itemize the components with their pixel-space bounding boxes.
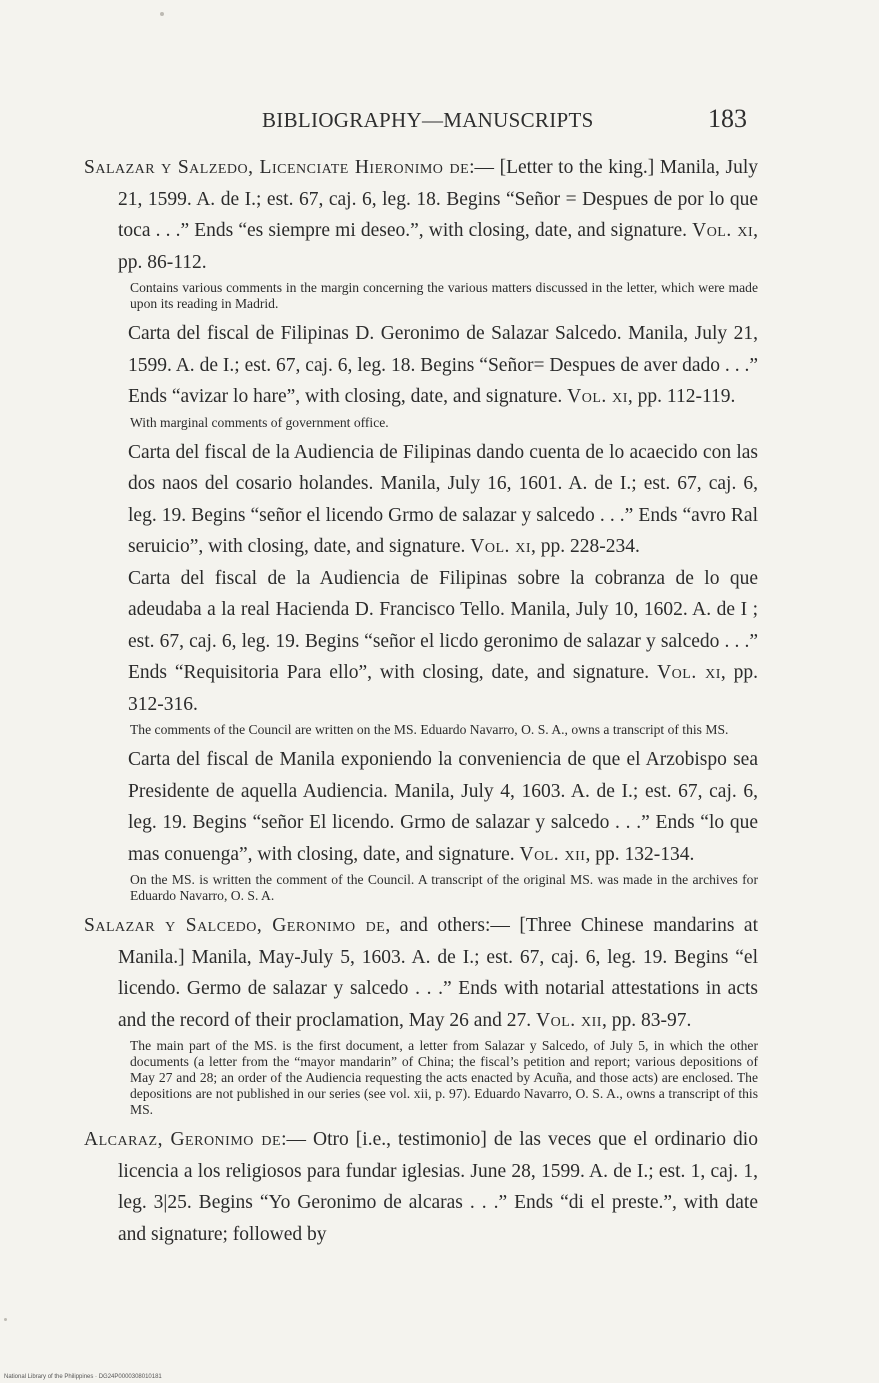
entry-body: Carta del fiscal de la Audiencia de Filipinas sobre la cobranza de lo que adeudaba a la real Hacienda D. Francisco Tello. Manila, July 10, 1602. A. de I ; est. 67, caj. 6, leg. 19. Begins “señor el licdo geronimo de salazar y salcedo . . .” Ends “Requisitoria Para ello”, with closing, date, and signature. (128, 567, 758, 683)
entry-text (84, 1124, 758, 1250)
entry-text (118, 318, 758, 413)
entry-note: The comments of the Council are written on the MS. Eduardo Navarro, O. S. A., owns a transcript of this MS. (130, 722, 729, 737)
header-title: BIBLIOGRAPHY—MANUSCRIPTS (262, 108, 594, 132)
bibliography-entries (84, 152, 759, 1250)
entry-note: On the MS. is written the comment of the Council. A transcript of the original MS. was made in the archives for Eduardo Navarro, O. S. A. (130, 872, 758, 903)
page-range: , pp. 132-134. (585, 843, 695, 865)
volume-label: Vol. xii (536, 1009, 602, 1031)
entry-body: :— [Letter to the king.] Manila, July 21, 1599. A. de I.; est. 67, caj. 6, leg. 18. Begins “Señor = Despues de por lo que toca . . .” Ends “es siempre mi deseo.”, with closing, date, and signature. (118, 157, 758, 241)
entry-author: Salazar y Salcedo, Geronimo de (84, 915, 386, 936)
entry-1 (84, 152, 758, 312)
entry-body: , and others:— [Three Chinese mandarins at Manila.] Manila, May-July 5, 1603. A. de I.; est. 67, caj. 6, leg. 19. Begins “el licendo. Germo de salazar y salcedo . . .” Ends with notarial attestations in acts and the record of their proclamation, May 26 and 27. (118, 915, 759, 1031)
entry-author: Alcaraz, Geronimo de (84, 1129, 282, 1150)
entry-3 (118, 437, 758, 563)
entry-author: Salazar y Salzedo, Licenciate Hieronimo de (84, 157, 470, 178)
entry-text (84, 152, 758, 278)
page-range: , pp. 86-112. (118, 220, 758, 273)
entry-text (118, 744, 758, 870)
page-range: , pp. 83-97. (601, 1009, 692, 1031)
entry-body: Carta del fiscal de Manila exponiendo la conveniencia de que el Arzobispo sea Presidente de aquella Audiencia. Manila, July 4, 1603. A. de I.; est. 67, caj. 6, leg. 19. Begins “señor El licendo. Grmo de salazar y salcedo . . .” Ends “lo que mas conuenga”, with closing, date, and signature. (128, 749, 758, 865)
page-range: , pp. 112-119. (627, 386, 736, 407)
entry-body: Carta del fiscal de Filipinas D. Geronimo de Salazar Salcedo. Manila, July 21, 1599. A. de I.; est. 67, caj. 6, leg. 18. Begins “Señor= Despues de aver dado . . .” Ends “avizar lo hare”, with closing, date, and signature. (128, 323, 758, 407)
entry-7 (84, 1124, 758, 1250)
entry-5 (118, 744, 758, 904)
page-number: 183 (708, 104, 747, 133)
entry-note: The main part of the MS. is the first document, a letter from Salazar y Salcedo, of July 5, in which the other documents (a letter from the “mayor mandarin” of China; the fiscal’s petition and report; various depositions of May 27 and 28; an order of the Audiencia requesting the acts enacted by Acuña, and those acts) are enclosed. The depositions are not published in our series (see vol. xii, p. 97). Eduardo Navarro, O. S. A., owns a transcript of this MS. (130, 1038, 758, 1117)
page-range: , pp. 228-234. (531, 536, 640, 557)
volume-label: Vol. xi (692, 220, 754, 241)
entry-6 (84, 910, 759, 1118)
volume-label: Vol. xi (657, 662, 721, 683)
volume-label: Vol. xi (470, 536, 532, 557)
speck (4, 1318, 7, 1321)
entry-body: Carta del fiscal de la Audiencia de Filipinas dando cuenta de lo acaecido con las dos naos del cosario holandes. Manila, July 16, 1601. A. de I.; est. 67, caj. 6, leg. 19. Begins “señor el licendo Grmo de salazar y salcedo . . .” Ends “avro Ral seruicio”, with closing, date, and signature. (128, 441, 758, 557)
page-range: , pp. 312-316. (128, 662, 758, 715)
entry-2 (118, 318, 758, 431)
entry-note: Contains various comments in the margin concerning the various matters discussed in the letter, which were made upon its reading in Madrid. (130, 280, 758, 311)
entry-text (84, 910, 759, 1036)
scan-credit: National Library of the Philippines · DG24P0000308010181 (4, 1374, 162, 1380)
entry-4 (118, 563, 758, 739)
volume-label: Vol. xii (519, 843, 586, 865)
entry-body: :— Otro [i.e., testimonio] de las veces que el ordinario dio licencia a los religiosos para fundar iglesias. June 28, 1599. A. de I.; est. 1, caj. 1, leg. 3|25. Begins “Yo Geronimo de alcaras . . .” Ends “di el preste.”, with date and signature; followed by (118, 1129, 758, 1245)
entry-text (118, 437, 758, 563)
running-header (262, 104, 762, 148)
entry-note: With marginal comments of government office. (130, 414, 389, 430)
entry-text (118, 563, 758, 721)
volume-label: Vol. xi (567, 386, 628, 407)
speck (160, 12, 164, 16)
